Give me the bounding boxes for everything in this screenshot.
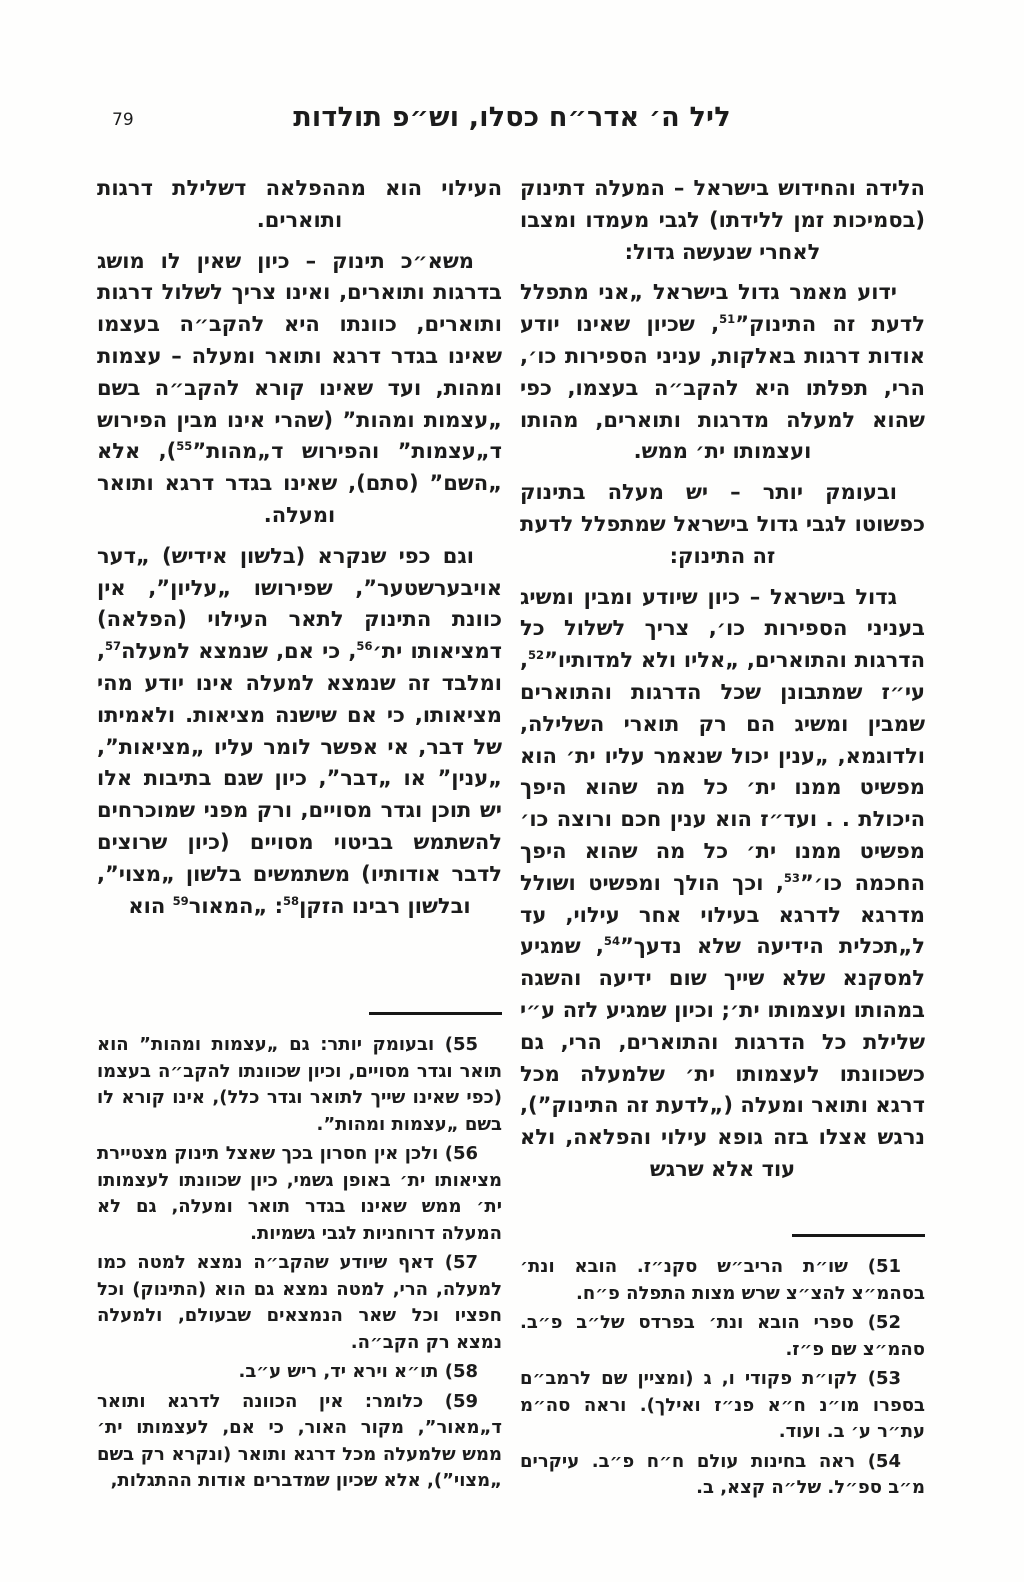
- paragraph: משא״כ תינוק – כיון שאין לו מושג בדרגות ותוארים, ואינו צריך לשלול דרגות ותוארים, כוונתו היא להקב״ה בעצמו שאינו בגדר דרגא ותואר ומעלה – עצמות ומהות, ועד שאינו קורא להקב״ה בשם „עצמות ומהות” (שהרי אינו מבין הפירוש ד„עצמות” והפירוש ד„מהות”$^{55}$), אלא „השם” (סתם), שאינו בגדר דרגא ותואר ומעלה.: [97, 248, 502, 527]
- footnote: [97, 1141, 502, 1247]
- footnote: [97, 1032, 502, 1138]
- footnote-number: 54): [867, 1450, 901, 1472]
- footnote-ref: 53: [783, 870, 800, 885]
- footnote-number: 51): [867, 1256, 901, 1277]
- footnote: [520, 1449, 925, 1502]
- footnote-text: לקו״ת פקודי ו, ג (ומציין שם לרמב״ם בספרו מו״נ ח״א פנ״ז ואילך). וראה סה״מ עת״ר ע׳ ב. ועוד.: [520, 1368, 925, 1442]
- footnote-number: 59): [444, 1390, 478, 1412]
- footnote-number: 58): [444, 1361, 478, 1382]
- footnote: [520, 1310, 925, 1363]
- footnote-separator: [792, 1234, 925, 1237]
- footnote-text: ולכן אין חסרון בכך שאצל תינוק מצטיירת מציאותו ית׳ באופן גשמי, כיון שכוונתו לעצמותו ית׳ ממש שאינו בגדר תואר ומעלה, גם לא המעלה דרוחניות לגבי גשמיות.: [97, 1143, 502, 1244]
- footnote: [97, 1359, 502, 1386]
- footnote: [520, 1254, 925, 1307]
- paragraph: גדול בישראל – כיון שיודע ומבין ומשיג בעניני הספירות כו׳, צריך לשלול כל הדרגות והתוארים, „אליו ולא למדותיו”$^{52}$, עי״ז שמתבונן שכל הדרגות והתוארים שמבין ומשיג הם רק תוארי השלילה, ולדוגמא, „ענין יכול שנאמר עליו ית׳ הוא מפשיט ממנו ית׳ כל מה שהוא היפך היכולת . . ועד״ז הוא ענין חכם ורוצה כו׳ מפשיט ממנו ית׳ כל מה שהוא היפך החכמה כו׳”$^{53}$, וכך הולך ומפשיט ושולל מדרגא לדרגא בעילוי אחר עילוי, עד ל„תכלית הידיעה שלא נדעך”$^{54}$, שמגיע למסקנא שלא שייך שום ידיעה והשגה במהותו ועצמותו ית׳; וכיון שמגיע לזה ע״י שלילת כל הדרגות והתוארים, הרי, גם כשכוונתו לעצמותו ית׳ שלמעלה מכל דרגא ותואר ומעלה („לדעת זה התינוק”), נרגש אצלו בזה גופא עילוי והפלאה, ולא עוד אלא שרגש: [520, 584, 925, 1181]
- page-number: 79: [112, 110, 134, 130]
- footnote-ref: 51: [719, 312, 736, 327]
- footnote: [97, 1250, 502, 1356]
- footnote-number: 56): [444, 1143, 478, 1164]
- column-right: [520, 173, 925, 1505]
- footnote-text: תו״א וירא יד, ריש ע״ב.: [238, 1361, 439, 1382]
- footnote-ref: 55: [176, 439, 193, 454]
- column-left: [97, 173, 502, 1498]
- main-text-right: [520, 173, 925, 1207]
- footnote-ref: 57: [104, 639, 122, 654]
- footnote-text: ראה בחינות עולם ח״ח פ״ב. עיקרים מ״ב ספ״ל. של״ה קצא, ב.: [520, 1450, 925, 1498]
- footnote-number: 57): [444, 1252, 478, 1273]
- footnote-ref: 56: [356, 639, 373, 654]
- footnote-ref: 54: [603, 934, 620, 949]
- paragraph: ידוע מאמר גדול בישראל „אני מתפלל לדעת זה התינוק”$^{51}$, שכיון שאינו יודע אודות דרגות באלקות, עניני הספירות כו׳, הרי, תפלתו היא להקב״ה בעצמו, כפי שהוא למעלה מדרגות ותוארים, מהותו ועצמותו ית׳ ממש.: [520, 280, 925, 464]
- footnote-separator: [369, 1012, 502, 1015]
- footnote-text: ספרי הובא ונת׳ בפרדס של״ב פ״ב. סהמ״צ שם פ״ז.: [520, 1312, 925, 1360]
- footnote-text: דאף שיודע שהקב״ה נמצא למטה כמו למעלה, הרי, למטה נמצא גם הוא (התינוק) וכל חפציו וכל שאר הנמצאים שבעולם, ולמעלה נמצא רק הקב״ה.: [97, 1252, 502, 1353]
- paragraph: ובעומק יותר – יש מעלה בתינוק כפשוטו לגבי גדול בישראל שמתפלל לדעת זה התינוק:: [520, 480, 925, 568]
- page-title: ליל ה׳ אדר״ח כסלו, וש״פ תולדות: [293, 102, 731, 133]
- footnote: [97, 1389, 502, 1495]
- footnote-number: 55): [444, 1034, 478, 1055]
- footnote-number: 52): [867, 1312, 901, 1333]
- footnote-ref: 59: [172, 893, 189, 908]
- paragraph: הלידה והחידוש בישראל – המעלה דתינוק (בסמיכות זמן ללידתו) לגבי מעמדו ומצבו לאחרי שנעשה גדול:: [520, 176, 925, 264]
- paragraph: העילוי הוא מההפלאה דשלילת דרגות ותוארים.: [97, 176, 502, 232]
- page-header: [0, 102, 1024, 144]
- footnote-text: ובעומק יותר: גם „עצמות ומהות” הוא תואר וגדר מסויים, וכיון שכוונתו להקב״ה בעצמו (כפי שאינו שייך לתואר וגדר כלל), אינו קורא לו בשם „עצמות ומהות”.: [97, 1034, 502, 1135]
- footnotes-right: [520, 1254, 925, 1502]
- footnote-number: 53): [867, 1368, 901, 1389]
- footnote-text: שו״ת הריב״ש סקנ״ז. הובא ונת׳ בסהמ״צ להצ״צ שרש מצות התפלה פ״ח.: [520, 1256, 925, 1304]
- main-text-left: [97, 173, 502, 985]
- paragraph: וגם כפי שנקרא (בלשון אידיש) „דער אויבערשטער”, שפירושו „עליון”, אין כוונת התינוק לתאר העילוי (הפלאה) דמציאותו ית׳$^{56}$, כי אם, שנמצא למעלה$^{57}$, ומלבד זה שנמצא למעלה אינו יודע מהי מציאותו, כי אם שישנה מציאות. ולאמיתו של דבר, אי אפשר לומר עליו „מציאות”, „ענין” או „דבר”, כיון שגם בתיבות אלו יש תוכן וגדר מסויים, ורק מפני שמוכרחים להשתמש בביטוי מסויים (כיון שרוצים לדבר אודותיו) משתמשים בלשון „מצוי”, ובלשון רבינו הזקן$^{58}$: „המאור$^{59}$ הוא: [97, 543, 503, 918]
- footnote-ref: 52: [527, 648, 545, 663]
- footnote: [520, 1366, 925, 1446]
- footnotes-left: [97, 1032, 502, 1495]
- columns: [97, 173, 925, 1505]
- footnote-text: כלומר: אין הכוונה לדרגא ותואר ד„מאור”, מקור האור, כי אם, לעצמותו ית׳ ממש שלמעלה מכל דרגא ותואר (ונקרא רק בשם „מצוי”), אלא שכיון שמדברים אודות ההתגלות,: [97, 1390, 502, 1491]
- footnote-ref: 58: [282, 893, 300, 908]
